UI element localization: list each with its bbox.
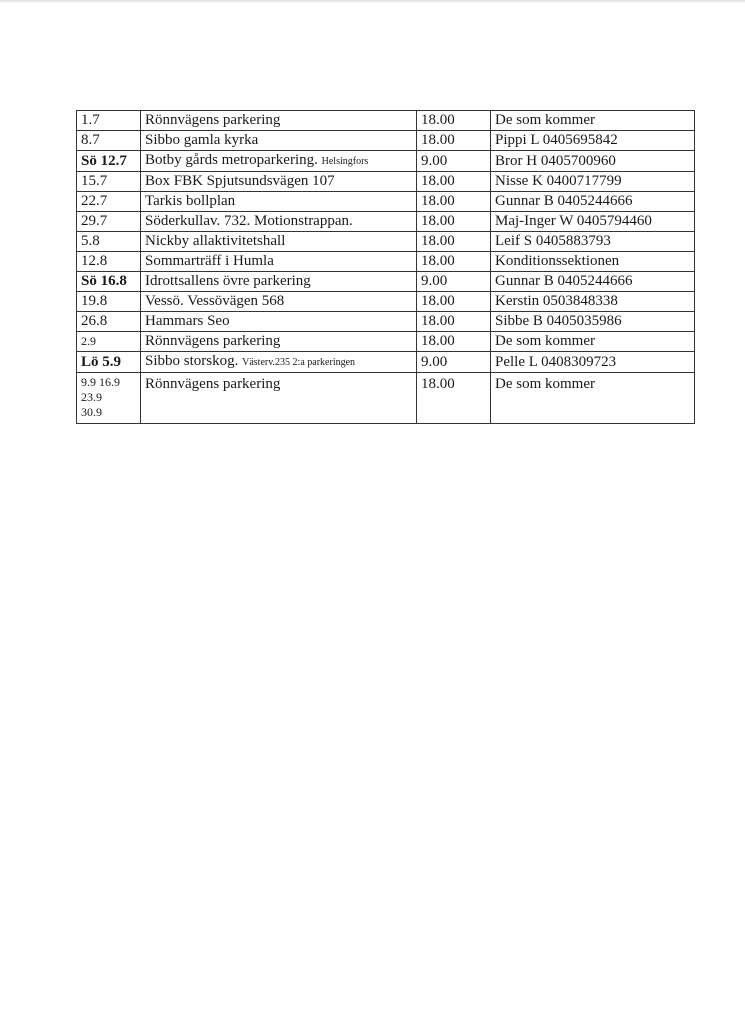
time-cell: 18.00 <box>417 252 491 272</box>
time-cell: 18.00 <box>417 292 491 312</box>
table-row <box>77 131 695 151</box>
date-line: 9.9 16.9 <box>81 375 120 389</box>
time-cell: 18.00 <box>417 172 491 192</box>
date-cell: Sö 16.8 <box>77 272 141 292</box>
place-cell: Tarkis bollplan <box>141 192 417 212</box>
contact-cell: Leif S 0405883793 <box>491 232 695 252</box>
time-cell: 18.00 <box>417 192 491 212</box>
schedule-table <box>76 110 695 424</box>
date-cell: 15.7 <box>77 172 141 192</box>
table-row <box>77 373 695 424</box>
time-cell: 18.00 <box>417 373 491 424</box>
table-row <box>77 272 695 292</box>
time-cell: 9.00 <box>417 151 491 172</box>
place-cell: Sommarträff i Humla <box>141 252 417 272</box>
table-row <box>77 111 695 131</box>
table-row <box>77 212 695 232</box>
date-cell: 26.8 <box>77 312 141 332</box>
contact-cell: Bror H 0405700960 <box>491 151 695 172</box>
time-cell: 18.00 <box>417 232 491 252</box>
table-row <box>77 151 695 172</box>
time-cell: 18.00 <box>417 312 491 332</box>
place-note: Västerv.235 2:a parkeringen <box>242 357 356 368</box>
place-name: Botby gårds metroparkering. <box>145 152 318 168</box>
time-cell: 18.00 <box>417 212 491 232</box>
date-cell: 19.8 <box>77 292 141 312</box>
place-name: Sibbo storskog. <box>145 353 239 369</box>
time-cell: 18.00 <box>417 131 491 151</box>
table-row <box>77 352 695 373</box>
date-cell: Sö 12.7 <box>77 151 141 172</box>
date-cell: 22.7 <box>77 192 141 212</box>
date-line: 23.9 <box>81 390 102 404</box>
contact-cell: Gunnar B 0405244666 <box>491 272 695 292</box>
time-cell: 9.00 <box>417 272 491 292</box>
place-note: Helsingfors <box>321 156 369 167</box>
table-row <box>77 172 695 192</box>
date-cell: 12.8 <box>77 252 141 272</box>
time-cell: 18.00 <box>417 332 491 352</box>
place-cell: Rönnvägens parkering <box>141 373 417 424</box>
contact-cell: De som kommer <box>491 332 695 352</box>
place-cell: Nickby allaktivitetshall <box>141 232 417 252</box>
contact-cell: Gunnar B 0405244666 <box>491 192 695 212</box>
date-cell: 29.7 <box>77 212 141 232</box>
contact-cell: De som kommer <box>491 111 695 131</box>
place-cell: Hammars Seo <box>141 312 417 332</box>
time-cell: 9.00 <box>417 352 491 373</box>
date-cell: 2.9 <box>77 332 141 352</box>
table-row <box>77 292 695 312</box>
table-row <box>77 312 695 332</box>
table-row <box>77 192 695 212</box>
contact-cell: Nisse K 0400717799 <box>491 172 695 192</box>
place-cell: Söderkullav. 732. Motionstrappan. <box>141 212 417 232</box>
date-cell: 8.7 <box>77 131 141 151</box>
table-row <box>77 252 695 272</box>
contact-cell: De som kommer <box>491 373 695 424</box>
place-cell: Rönnvägens parkering <box>141 111 417 131</box>
table-row <box>77 232 695 252</box>
place-cell: Sibbo gamla kyrka <box>141 131 417 151</box>
date-cell: Lö 5.9 <box>77 352 141 373</box>
date-line: 30.9 <box>81 405 102 419</box>
contact-cell: Pippi L 0405695842 <box>491 131 695 151</box>
place-cell: Vessö. Vessövägen 568 <box>141 292 417 312</box>
place-cell <box>141 151 417 172</box>
contact-cell: Kerstin 0503848338 <box>491 292 695 312</box>
table-row <box>77 332 695 352</box>
place-cell: Rönnvägens parkering <box>141 332 417 352</box>
contact-cell: Pelle L 0408309723 <box>491 352 695 373</box>
place-cell: Idrottsallens övre parkering <box>141 272 417 292</box>
time-cell: 18.00 <box>417 111 491 131</box>
date-cell <box>77 373 141 424</box>
place-cell: Box FBK Spjutsundsvägen 107 <box>141 172 417 192</box>
contact-cell: Maj-Inger W 0405794460 <box>491 212 695 232</box>
contact-cell: Konditionssektionen <box>491 252 695 272</box>
scan-top-edge <box>0 0 745 3</box>
date-cell: 5.8 <box>77 232 141 252</box>
contact-cell: Sibbe B 0405035986 <box>491 312 695 332</box>
date-cell: 1.7 <box>77 111 141 131</box>
place-cell <box>141 352 417 373</box>
